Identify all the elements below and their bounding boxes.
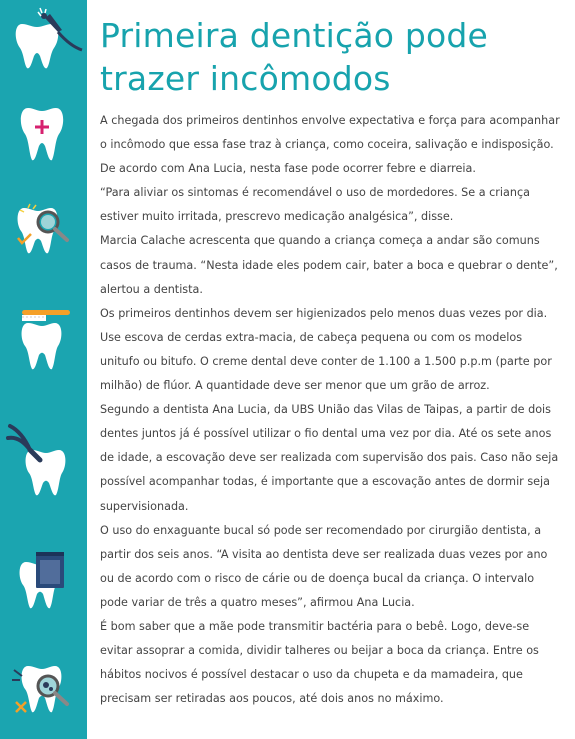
tooth-magnifier-cross-icon [0, 652, 87, 722]
tooth-mouthwash-icon [0, 548, 87, 614]
icon-sidebar [0, 0, 87, 739]
paragraph: “Para aliviar os sintomas é recomendável o uso de mordedores. Se a criança estiver muito irritada, prescrevo medicação analgésica”, disse. [100, 186, 530, 224]
paragraph: Os primeiros dentinhos devem ser higienizados pelo menos duas vezes por dia. Use escova de cerdas extra-macia, de cabeça pequena ou com os modelos unitufo ou bitufo. O creme dental deve conter de 1.100 a 1.500 p.p.m (parte por milhão) de flúor. A quantidade deve ser menor que um grão de arroz. [100, 306, 552, 393]
tooth-pliers-icon [0, 418, 87, 498]
article [100, 14, 562, 711]
paragraph: O uso do enxaguante bucal só pode ser recomendado por cirurgião dentista, a partir dos seis anos. “A visita ao dentista deve ser realizada duas vezes por ano ou de acordo com o risco de cárie ou de doença bucal da criança. O intervalo pode variar de três a quatro meses”, afirmou Ana Lucia. [100, 523, 548, 609]
paragraph: A chegada dos primeiros dentinhos envolve expectativa e força para acompanhar o incômodo que essa fase traz à criança, como coceira, salivação e indisposição. De acordo com Ana Lucia, nesta fase pode ocorrer febre e diarreia. [100, 114, 560, 176]
tooth-drill-icon [0, 2, 87, 72]
tooth-toothbrush-icon [0, 305, 87, 375]
paragraph: Segundo a dentista Ana Lucia, da UBS União das Vilas de Taipas, a partir de dois dentes juntos já é possível utilizar o fio dental uma vez por dia. Até os sete anos de idade, a escovação deve ser realizada com supervisão dos pais. Caso não seja possível acompanhar todas, é importante que a escovação antes de dormir seja supervisionada. [100, 403, 559, 513]
paragraph: Marcia Calache acrescenta que quando a criança começa a andar são comuns casos de trauma. “Nesta idade eles podem cair, bater a boca e quebrar o dente”, alertou a dentista. [100, 234, 558, 296]
title-line-2: trazer incômodos [100, 59, 391, 98]
tooth-magnifier-check-icon [0, 200, 87, 260]
page-title [100, 14, 562, 100]
title-line-1: Primeira dentição pode [100, 16, 489, 55]
tooth-cross-icon [0, 100, 87, 166]
paragraph: É bom saber que a mãe pode transmitir bactéria para o bebê. Logo, deve-se evitar assoprar a comida, dividir talheres ou beijar a boca da criança. Entre os hábitos nocivos é possível destacar o uso da chupeta e da mamadeira, que precisam ser retiradas aos poucos, até dois anos no máximo. [100, 619, 539, 706]
article-body [100, 109, 562, 711]
